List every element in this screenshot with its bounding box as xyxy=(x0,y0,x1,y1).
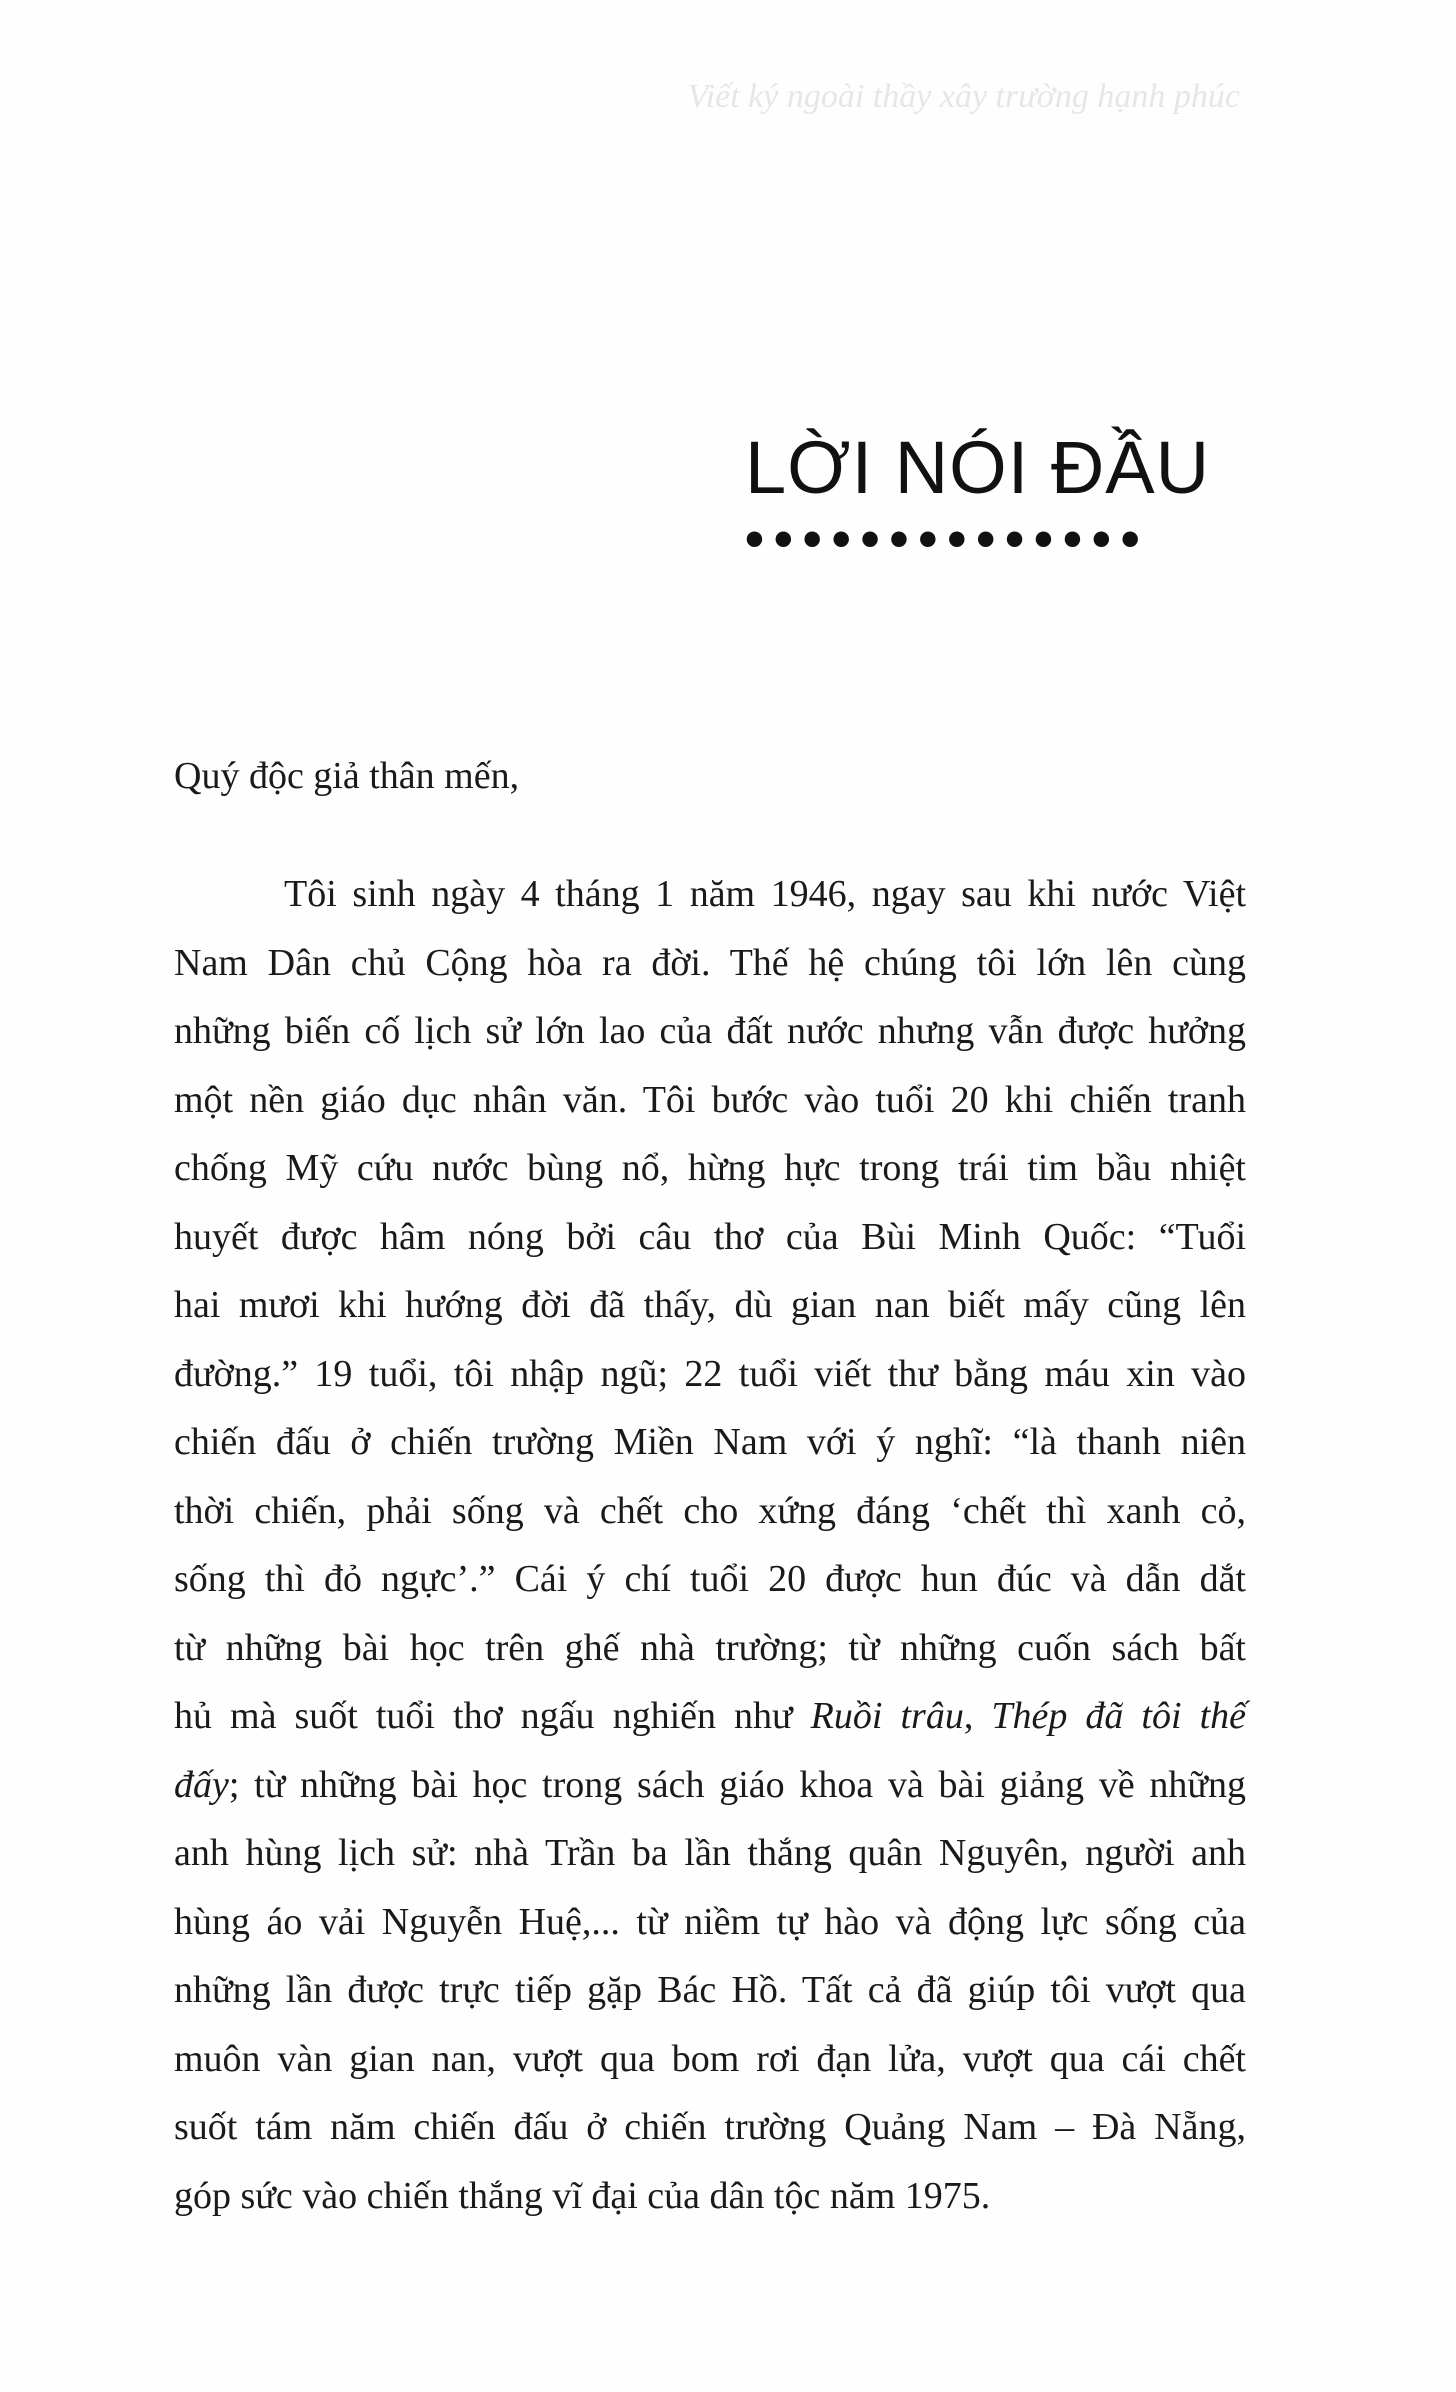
letter-body xyxy=(174,860,1246,2230)
body-line: một nền giáo dục nhân văn. Tôi bước vào tuổi 20 khi chiến tranh xyxy=(174,1078,1246,1121)
body-line: suốt tám năm chiến đấu ở chiến trường Quảng Nam – Đà Nẵng, xyxy=(174,2106,1246,2148)
body-line: Nam Dân chủ Cộng hòa ra đời. Thế hệ chúng tôi lớn lên cùng xyxy=(174,941,1246,984)
body-line: những lần được trực tiếp gặp Bác Hồ. Tất cả đã giúp tôi vượt qua xyxy=(174,1969,1246,2011)
body-line: đường.” 19 tuổi, tôi nhập ngũ; 22 tuổi viết thư bằng máu xin vào xyxy=(174,1352,1246,1395)
body-line-with-titles xyxy=(174,1682,1246,1751)
body-text: , xyxy=(963,1695,992,1737)
section-title: LỜI NÓI ĐẦU xyxy=(745,426,1211,509)
body-line: thời chiến, phải sống và chết cho xứng đáng ‘chết thì xanh cỏ, xyxy=(174,1489,1246,1532)
body-line: chống Mỹ cứu nước bùng nổ, hừng hực trong trái tim bầu nhiệt xyxy=(174,1147,1246,1189)
body-line: những biến cố lịch sử lớn lao của đất nước nhưng vẫn được hưởng xyxy=(174,1010,1246,1052)
body-line: muôn vàn gian nan, vượt qua bom rơi đạn lửa, vượt qua cái chết xyxy=(174,2037,1246,2080)
body-line: huyết được hâm nóng bởi câu thơ của Bùi Minh Quốc: “Tuổi xyxy=(174,1215,1246,1258)
body-text: hủ mà suốt tuổi thơ ngấu nghiến như xyxy=(174,1695,811,1737)
body-line: hai mươi khi hướng đời đã thấy, dù gian nan biết mấy cũng lên xyxy=(174,1284,1246,1326)
body-line: anh hùng lịch sử: nhà Trần ba lần thắng quân Nguyên, người anh xyxy=(174,1832,1246,1874)
body-line: chiến đấu ở chiến trường Miền Nam với ý nghĩ: “là thanh niên xyxy=(174,1421,1246,1463)
bleed-through-header: Viết ký ngoài thầy xây trường hạnh phúc xyxy=(687,78,1240,115)
book-title-thep-da-toi: Thép đã tôi thế xyxy=(991,1695,1246,1737)
body-line: góp sức vào chiến thắng vĩ đại của dân tộc năm 1975. xyxy=(174,2174,991,2217)
body-line: Tôi sinh ngày 4 tháng 1 năm 1946, ngay sau khi nước Việt xyxy=(284,873,1246,915)
body-line: sống thì đỏ ngực’.” Cái ý chí tuổi 20 được hun đúc và dẫn dắt xyxy=(174,1558,1246,1600)
salutation: Quý độc giả thân mến, xyxy=(174,755,520,797)
book-title-ruoi-trau: Ruồi trâu xyxy=(810,1695,964,1737)
body-line-with-titles xyxy=(174,1751,1246,1820)
book-title-thep-da-toi-end: đấy xyxy=(174,1763,229,1806)
title-ornament-dots: •••••••••••••• xyxy=(745,509,1150,569)
body-line: hùng áo vải Nguyễn Huệ,... từ niềm tự hào và động lực sống của xyxy=(174,1900,1246,1943)
body-text: ; từ những bài học trong sách giáo khoa và bài giảng về những xyxy=(228,1763,1246,1806)
body-line: từ những bài học trên ghế nhà trường; từ những cuốn sách bất xyxy=(174,1626,1246,1669)
